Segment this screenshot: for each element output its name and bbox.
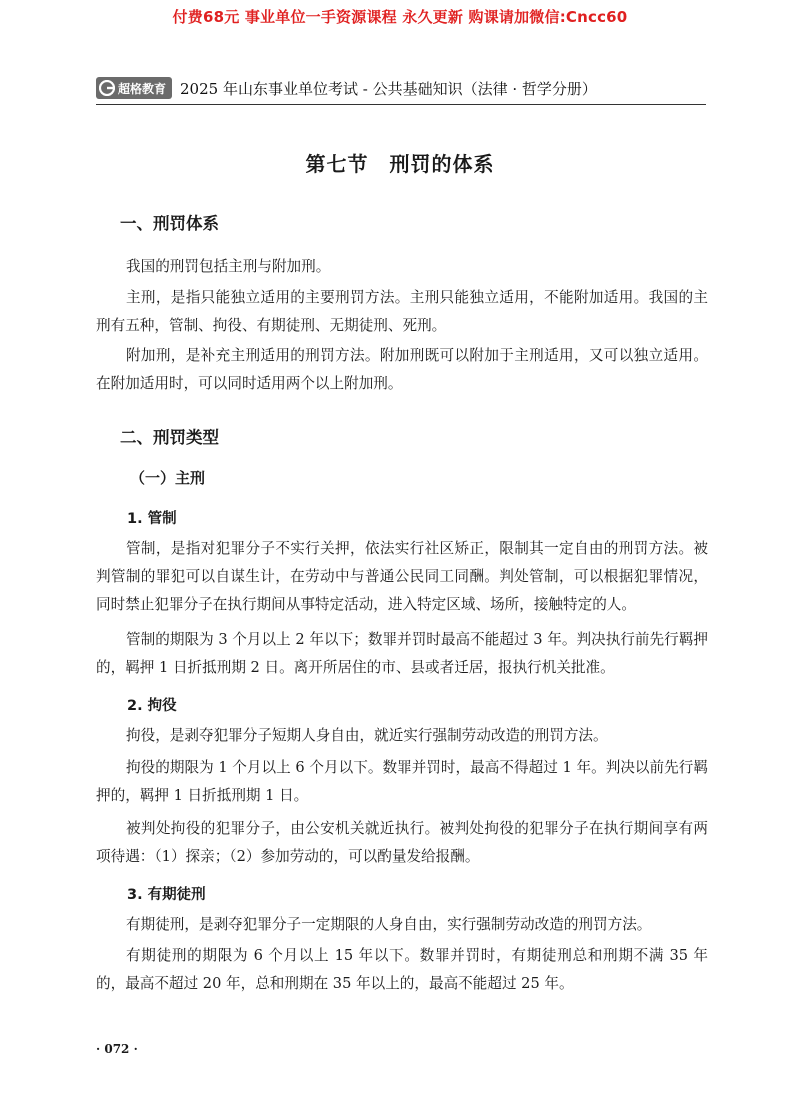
paragraph: 有期徒刑，是剥夺犯罪分子一定期限的人身自由，实行强制劳动改造的刑罚方法。 [126, 916, 652, 933]
heading-detention: 2. 拘役 [127, 698, 177, 714]
logo-icon [99, 80, 115, 96]
paragraph: 被判处拘役的犯罪分子，由公安机关就近执行。被判处拘役的犯罪分子在执行期间享有两项待遇：（1）探亲；（2）参加劳动的，可以酌量发给报酬。 [96, 820, 708, 865]
header-divider [96, 104, 706, 105]
section-title: 第七节 刑罚的体系 [305, 152, 495, 176]
publisher-logo [96, 77, 172, 99]
paragraph: 管制的期限为 3 个月以上 2 年以下；数罪并罚时最高不能超过 3 年。判决执行前先行羁押的，羁押 1 日折抵刑期 2 日。离开所居住的市、县或者迁居，报执行机关批准。 [96, 631, 708, 676]
paragraph: 附加刑，是补充主刑适用的刑罚方法。附加刑既可以附加于主刑适用，又可以独立适用。在附加适用时，可以同时适用两个以上附加刑。 [96, 347, 708, 392]
heading-fixed-term: 3. 有期徒刑 [127, 887, 206, 903]
logo-text: 超格教育 [118, 81, 167, 96]
paragraph: 管制，是指对犯罪分子不实行关押，依法实行社区矫正，限制其一定自由的刑罚方法。被判管制的罪犯可以自谋生计，在劳动中与普通公民同工同酬。判处管制，可以根据犯罪情况，同时禁止犯罪分子在执行期间从事特定活动，进入特定区域、场所，接触特定的人。 [96, 540, 708, 613]
heading-penalty-system: 一、刑罚体系 [120, 214, 219, 233]
running-header [96, 76, 706, 100]
paragraph: 我国的刑罚包括主刑与附加刑。 [126, 258, 331, 275]
heading-control: 1. 管制 [127, 511, 177, 527]
heading-main-penalty: （一）主刑 [130, 469, 206, 487]
promo-banner: 付费68元 事业单位一手资源课程 永久更新 购课请加微信:Cncc60 [172, 8, 628, 26]
paragraph: 有期徒刑的期限为 6 个月以上 15 年以下。数罪并罚时，有期徒刑总和刑期不满 35 年的，最高不超过 20 年，总和刑期在 35 年以上的，最高不能超过 25 年。 [96, 947, 708, 992]
paragraph: 拘役的期限为 1 个月以上 6 个月以下。数罪并罚时，最高不得超过 1 年。判决以前先行羁押的，羁押 1 日折抵刑期 1 日。 [96, 759, 708, 804]
paragraph: 拘役，是剥夺犯罪分子短期人身自由，就近实行强制劳动改造的刑罚方法。 [126, 727, 608, 744]
paragraph: 主刑，是指只能独立适用的主要刑罚方法。主刑只能独立适用，不能附加适用。我国的主刑有五种，管制、拘役、有期徒刑、无期徒刑、死刑。 [96, 289, 708, 334]
book-title: 2025 年山东事业单位考试 - 公共基础知识（法律 · 哲学分册） [180, 79, 597, 98]
heading-penalty-types: 二、刑罚类型 [120, 428, 219, 447]
page-number: · 072 · [96, 1042, 138, 1056]
